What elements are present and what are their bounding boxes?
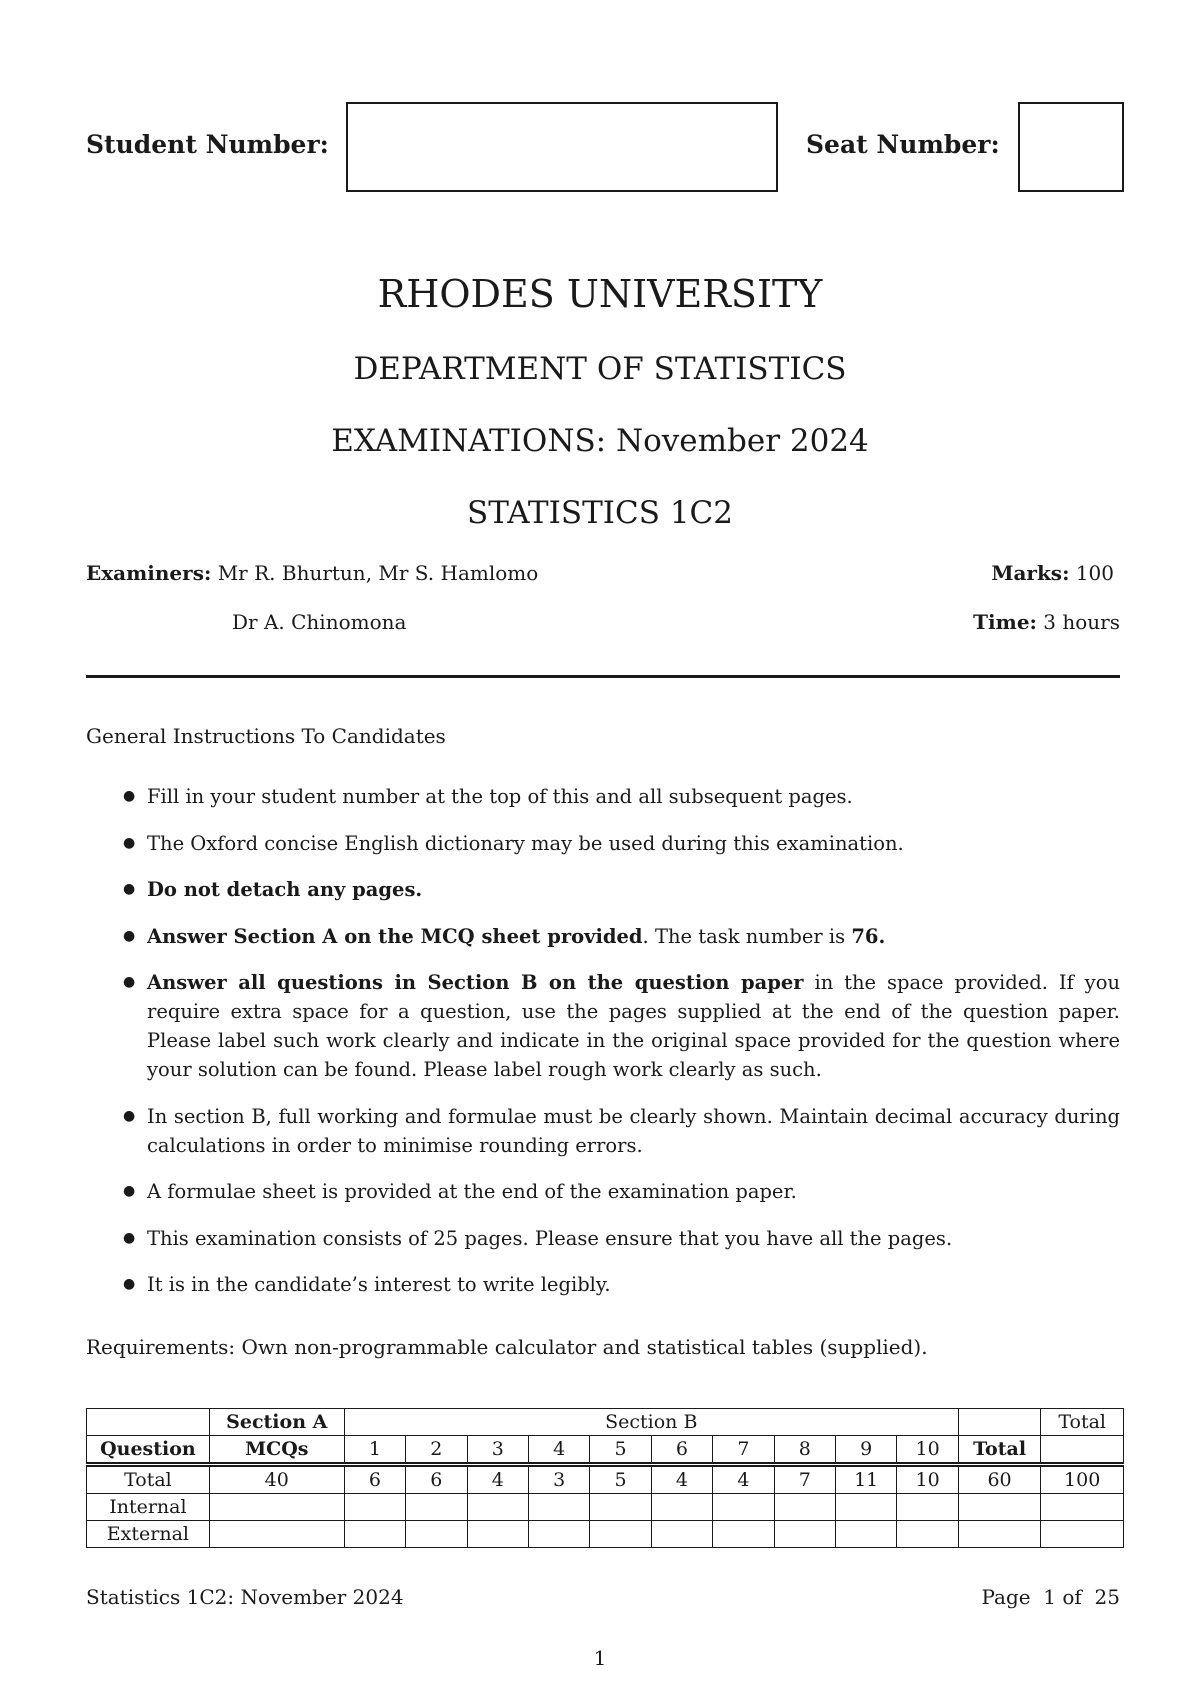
university-title: RHODES UNIVERSITY: [377, 272, 823, 316]
question-mark[interactable]: [713, 1494, 774, 1521]
question-mark: 11: [835, 1465, 896, 1494]
instruction-text: Fill in your student number at the top of this and all subsequent pages.: [147, 785, 853, 808]
section-total[interactable]: [958, 1521, 1041, 1548]
task-number: 76.: [851, 924, 886, 948]
question-mark[interactable]: [897, 1494, 958, 1521]
bullet-icon: ●: [123, 974, 136, 990]
time-label: Time:: [973, 610, 1037, 634]
instruction-text-bold: Answer all questions in Section B on the question paper: [147, 971, 804, 994]
question-mark[interactable]: [528, 1521, 589, 1548]
question-number: 3: [467, 1436, 528, 1465]
examiners-line2: Dr A. Chinomona: [232, 610, 407, 634]
course-title: STATISTICS 1C2: [467, 495, 733, 531]
table-header-row: [87, 1436, 1124, 1465]
marks-value: 100: [1075, 561, 1114, 585]
instructions-heading: General Instructions To Candidates: [86, 724, 446, 748]
instruction-text: . The task number is: [642, 924, 852, 948]
question-mark: 3: [528, 1465, 589, 1494]
table-header-row: [87, 1409, 1124, 1436]
bullet-icon: ●: [123, 1276, 136, 1292]
section-b-header: Section B: [344, 1409, 958, 1436]
section-total-header: Total: [958, 1436, 1041, 1465]
horizontal-rule: [86, 675, 1120, 678]
row-label: Internal: [87, 1494, 210, 1521]
question-header: Question: [87, 1436, 210, 1465]
question-mark: 6: [406, 1465, 467, 1494]
table-cell: [958, 1409, 1041, 1436]
question-mark[interactable]: [528, 1494, 589, 1521]
instruction-text: in the space provided. If you require extra space for a question, use the pages supplied at the end of the question paper. Please label such work clearly and indicate in the original space provided for the question where your solution can be found. Please label rough work clearly as such.: [147, 971, 1120, 1081]
section-total[interactable]: [958, 1494, 1041, 1521]
instruction-text: A formulae sheet is provided at the end of the examination paper.: [147, 1180, 797, 1203]
section-a-header: Section A: [209, 1409, 344, 1436]
question-number: 9: [835, 1436, 896, 1465]
question-number: 6: [651, 1436, 712, 1465]
seat-number-field[interactable]: [1018, 102, 1124, 192]
question-mark[interactable]: [713, 1521, 774, 1548]
question-number: 1: [344, 1436, 405, 1465]
grand-total[interactable]: [1041, 1494, 1124, 1521]
marks-label: Marks:: [991, 561, 1070, 585]
instruction-item: [86, 1102, 1120, 1160]
question-number: 4: [528, 1436, 589, 1465]
footer-page-count: Page 1 of 25: [981, 1585, 1120, 1609]
question-mark[interactable]: [897, 1521, 958, 1548]
student-number-field[interactable]: [346, 102, 778, 192]
question-mark: 5: [590, 1465, 651, 1494]
examiners-line1: Mr R. Bhurtun, Mr S. Hamlomo: [217, 561, 539, 585]
table-cell: [1041, 1436, 1124, 1465]
question-number: 8: [774, 1436, 835, 1465]
question-number: 5: [590, 1436, 651, 1465]
bullet-icon: ●: [123, 1107, 136, 1124]
instructions-list: [86, 782, 1120, 1317]
table-row: [87, 1465, 1124, 1494]
question-mark[interactable]: [835, 1521, 896, 1548]
marks-table: [86, 1408, 1124, 1548]
instruction-text: The Oxford concise English dictionary may be used during this examination.: [147, 831, 904, 855]
seat-number-label: Seat Number:: [806, 130, 1000, 159]
instruction-item: [86, 1270, 1120, 1299]
bullet-icon: ●: [123, 881, 136, 897]
requirements: Requirements: Own non-programmable calculator and statistical tables (supplied).: [86, 1335, 928, 1359]
question-mark[interactable]: [406, 1494, 467, 1521]
question-mark[interactable]: [344, 1494, 405, 1521]
bullet-icon: ●: [123, 927, 136, 944]
instruction-item: [86, 968, 1120, 1084]
question-mark[interactable]: [651, 1494, 712, 1521]
instruction-item: [86, 1177, 1120, 1206]
instruction-item: [86, 782, 1120, 811]
question-mark: 10: [897, 1465, 958, 1494]
question-mark: 6: [344, 1465, 405, 1494]
question-mark[interactable]: [774, 1494, 835, 1521]
grand-total: 100: [1041, 1465, 1124, 1494]
marks-info: [991, 560, 1114, 586]
mcqs-header: MCQs: [209, 1436, 344, 1465]
total-header: Total: [1041, 1409, 1124, 1436]
page-number: 1: [593, 1646, 607, 1670]
question-mark: 4: [713, 1465, 774, 1494]
instruction-text: It is in the candidate’s interest to write legibly.: [147, 1273, 611, 1296]
question-mark[interactable]: [835, 1494, 896, 1521]
instruction-item: [86, 829, 1120, 858]
question-number: 10: [897, 1436, 958, 1465]
question-mark: 7: [774, 1465, 835, 1494]
question-number: 2: [406, 1436, 467, 1465]
question-mark[interactable]: [590, 1521, 651, 1548]
table-row: [87, 1521, 1124, 1548]
row-label: External: [87, 1521, 210, 1548]
bullet-icon: ●: [123, 1229, 136, 1246]
grand-total[interactable]: [1041, 1521, 1124, 1548]
table-row: [87, 1494, 1124, 1521]
instruction-text: This examination consists of 25 pages. Please ensure that you have all the pages.: [147, 1226, 953, 1250]
question-mark[interactable]: [590, 1494, 651, 1521]
question-number: 7: [713, 1436, 774, 1465]
examinations-title: EXAMINATIONS: November 2024: [331, 423, 869, 459]
department-title: DEPARTMENT OF STATISTICS: [353, 351, 847, 387]
question-mark[interactable]: [774, 1521, 835, 1548]
instruction-item: [86, 875, 1120, 904]
examiners-label: Examiners:: [86, 561, 212, 585]
instruction-item: [86, 922, 1120, 951]
mcq-mark[interactable]: [209, 1521, 344, 1548]
bullet-icon: ●: [123, 788, 136, 804]
instruction-text-bold: Answer Section A on the MCQ sheet provided: [147, 924, 643, 948]
table-cell: [87, 1409, 210, 1436]
instruction-text: In section B, full working and formulae must be clearly shown. Maintain decimal accuracy during calculations in order to minimise rounding errors.: [147, 1104, 1120, 1157]
mcq-mark[interactable]: [209, 1494, 344, 1521]
question-mark[interactable]: [467, 1494, 528, 1521]
question-mark: 4: [651, 1465, 712, 1494]
section-total: 60: [958, 1465, 1041, 1494]
question-mark[interactable]: [651, 1521, 712, 1548]
time-info: [973, 609, 1120, 635]
question-mark[interactable]: [344, 1521, 405, 1548]
footer-course: Statistics 1C2: November 2024: [86, 1585, 404, 1609]
bullet-icon: ●: [123, 834, 136, 851]
time-value: 3 hours: [1043, 610, 1120, 634]
bullet-icon: ●: [123, 1183, 136, 1199]
row-label: Total: [87, 1465, 210, 1494]
instruction-text-bold: Do not detach any pages.: [147, 878, 423, 901]
instruction-item: [86, 1224, 1120, 1253]
examiners: [86, 560, 538, 586]
question-mark[interactable]: [467, 1521, 528, 1548]
student-number-label: Student Number:: [86, 130, 329, 159]
question-mark[interactable]: [406, 1521, 467, 1548]
question-mark: 4: [467, 1465, 528, 1494]
mcq-mark: 40: [209, 1465, 344, 1494]
